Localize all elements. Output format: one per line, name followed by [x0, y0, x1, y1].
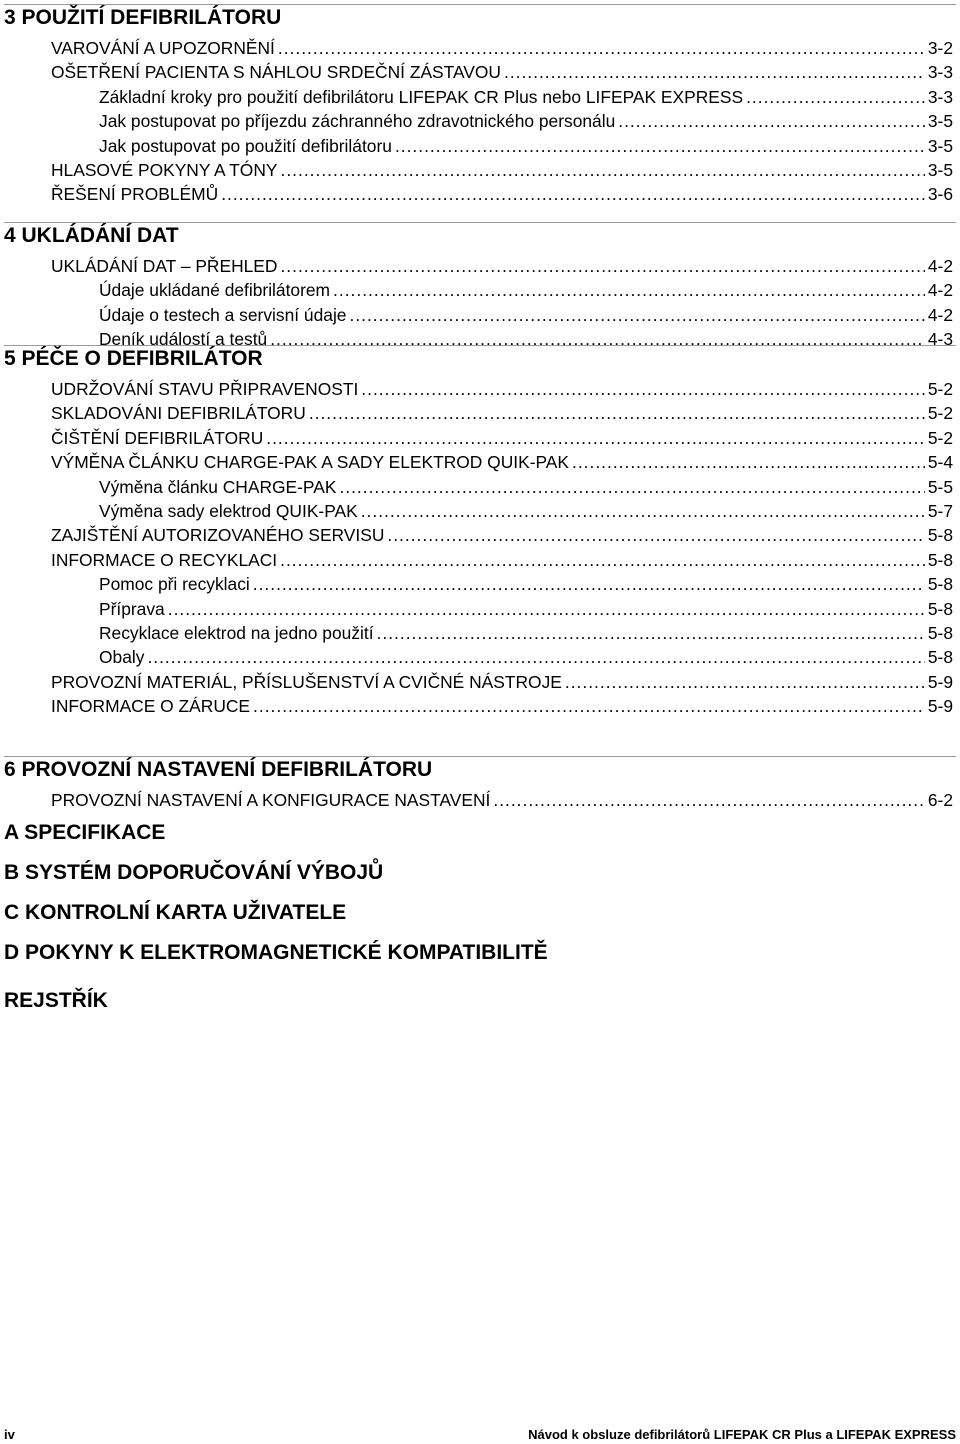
toc-entry[interactable] [4, 450, 956, 474]
dot-leader [618, 109, 925, 133]
chapter-title[interactable]: A SPECIFIKACE [4, 821, 166, 844]
toc-entry-title: OŠETŘENÍ PACIENTA S NÁHLOU SRDEČNÍ ZÁSTAVOU [51, 62, 501, 83]
toc-entry-title: Obaly [99, 647, 145, 668]
toc-entry-title: Základní kroky pro použití defibrilátoru LIFEPAK CR Plus nebo LIFEPAK EXPRESS [99, 86, 744, 107]
toc-entry-title: INFORMACE O ZÁRUCE [51, 696, 251, 717]
toc-entry[interactable] [4, 621, 956, 645]
dot-leader [278, 36, 925, 60]
toc-entry-title: VÝMĚNA ČLÁNKU CHARGE-PAK A SADY ELEKTROD QUIK-PAK [51, 452, 569, 473]
toc-entry[interactable] [4, 254, 956, 278]
toc-entry-title: PROVOZNÍ NASTAVENÍ A KONFIGURACE NASTAVENÍ [51, 790, 491, 810]
toc-entry-page: 3-6 [927, 184, 953, 205]
dot-leader [349, 303, 924, 327]
dot-leader [746, 85, 925, 109]
dot-leader [565, 670, 925, 694]
toc-entry-title: ČIŠTĚNÍ DEFIBRILÁTORU [51, 427, 264, 448]
dot-leader [339, 475, 924, 499]
chapter-title[interactable]: 3 POUŽITÍ DEFIBRILÁTORU [4, 6, 282, 29]
toc-chapter [4, 4, 956, 207]
toc-entry[interactable] [4, 548, 956, 572]
toc-entry[interactable] [4, 645, 956, 669]
dot-leader [333, 278, 925, 302]
chapter-title[interactable]: 4 UKLÁDÁNÍ DAT [4, 224, 179, 247]
dot-leader [572, 450, 925, 474]
toc-entry-page: 5-9 [927, 671, 953, 692]
toc-entry-page: 5-8 [927, 598, 953, 619]
dot-leader [266, 426, 925, 450]
dot-leader [221, 182, 925, 206]
toc-entry-page: 5-8 [927, 574, 953, 595]
toc-entry-title: UDRŽOVÁNÍ STAVU PŘIPRAVENOSTI [51, 379, 359, 399]
chapter-title[interactable]: REJSTŘÍK [4, 989, 108, 1012]
toc-entry-page: 5-2 [927, 427, 953, 448]
dot-leader [280, 548, 925, 572]
dot-leader [253, 694, 925, 718]
toc-entry[interactable] [4, 303, 956, 327]
toc-entry-page: 5-4 [927, 452, 953, 473]
toc-entry-page: 5-9 [927, 696, 953, 717]
toc-entry-page: 5-8 [927, 647, 953, 668]
chapter-title[interactable]: 5 PÉČE O DEFIBRILÁTOR [4, 347, 263, 370]
toc-entry-title: Pomoc při recyklaci [99, 574, 250, 595]
toc-chapter [4, 345, 956, 718]
toc-entry[interactable] [4, 670, 956, 694]
toc-entry-title: UKLÁDÁNÍ DAT – PŘEHLED [51, 256, 278, 276]
footer-page-number: iv [4, 1427, 15, 1442]
toc-chapter [4, 820, 956, 846]
dot-leader [395, 134, 925, 158]
dot-leader [168, 597, 925, 621]
toc-entry-title: ZAJIŠTĚNÍ AUTORIZOVANÉHO SERVISU [51, 525, 385, 546]
toc-entry[interactable] [4, 60, 956, 84]
toc-entry-title: Deník událostí a testů [99, 329, 268, 350]
toc-entry[interactable] [4, 134, 956, 158]
toc-chapter [4, 756, 956, 812]
toc-entry-title: Údaje o testech a servisní údaje [99, 304, 347, 325]
toc-entry-page: 5-8 [927, 549, 953, 570]
toc-entry-page: 4-2 [927, 280, 953, 301]
toc-entry[interactable] [4, 694, 956, 718]
page-footer [4, 1427, 956, 1443]
toc-entry[interactable] [4, 109, 956, 133]
footer-document-title: Návod k obsluze defibrilátorů LIFEPAK CR Plus a LIFEPAK EXPRESS [528, 1427, 956, 1442]
toc-entry-list [4, 788, 956, 812]
toc-entry-list [4, 254, 956, 352]
dot-leader [309, 401, 925, 425]
dot-leader [253, 572, 925, 596]
toc-entry-title: Výměna článku CHARGE-PAK [99, 476, 337, 497]
toc-entry-page: 3-5 [927, 111, 953, 132]
toc-chapter [4, 860, 956, 886]
toc-entry[interactable] [4, 426, 956, 450]
toc-entry-page: 5-2 [927, 379, 953, 399]
toc-entry-page: 4-2 [927, 304, 953, 325]
toc-entry-page: 4-3 [927, 329, 953, 350]
toc-chapter [4, 900, 956, 926]
toc-entry-page: 3-3 [927, 62, 953, 83]
toc-entry[interactable] [4, 475, 956, 499]
chapter-title[interactable]: C KONTROLNÍ KARTA UŽIVATELE [4, 901, 347, 924]
toc-entry[interactable] [4, 278, 956, 302]
toc-entry-title: HLASOVÉ POKYNY A TÓNY [51, 159, 278, 180]
toc-entry-page: 3-2 [927, 38, 953, 58]
toc-entry-title: Příprava [99, 598, 165, 619]
chapter-title[interactable]: 6 PROVOZNÍ NASTAVENÍ DEFIBRILÁTORU [4, 758, 433, 781]
toc-entry-page: 5-5 [927, 476, 953, 497]
dot-leader [504, 60, 925, 84]
toc-entry-page: 5-8 [927, 525, 953, 546]
chapter-title[interactable]: B SYSTÉM DOPORUČOVÁNÍ VÝBOJŮ [4, 861, 384, 884]
toc-entry-title: ŘEŠENÍ PROBLÉMŮ [51, 184, 219, 205]
toc-entry[interactable] [4, 788, 956, 812]
toc-chapter [4, 988, 956, 1014]
dot-leader [281, 158, 925, 182]
toc-entry-title: Jak postupovat po příjezdu záchranného zdravotnického personálu [99, 111, 616, 132]
dot-leader [361, 377, 925, 401]
toc-entry[interactable] [4, 499, 956, 523]
toc-entry-page: 5-2 [927, 403, 953, 424]
toc-entry[interactable] [4, 377, 956, 401]
toc-entry-title: Recyklace elektrod na jedno použití [99, 622, 374, 643]
toc-entry[interactable] [4, 597, 956, 621]
toc-entry-list [4, 36, 956, 207]
dot-leader [280, 254, 924, 278]
toc-entry[interactable] [4, 85, 956, 109]
toc-entry[interactable] [4, 401, 956, 425]
dot-leader [377, 621, 925, 645]
toc-entry-page: 3-5 [927, 159, 953, 180]
toc-entry[interactable] [4, 158, 956, 182]
toc-entry[interactable] [4, 523, 956, 547]
toc-entry-title: VAROVÁNÍ A UPOZORNĚNÍ [51, 38, 275, 58]
dot-leader [387, 523, 924, 547]
toc-entry-page: 3-5 [927, 135, 953, 156]
dot-leader [361, 499, 925, 523]
toc-entry[interactable] [4, 572, 956, 596]
dot-leader [147, 645, 924, 669]
toc-entry[interactable] [4, 182, 956, 206]
toc-entry-page: 4-2 [927, 256, 953, 276]
toc-chapter [4, 940, 956, 966]
toc-entry-page: 6-2 [927, 790, 953, 810]
toc-entry[interactable] [4, 36, 956, 60]
toc-entry-page: 5-7 [927, 500, 953, 521]
toc-entry-page: 3-3 [927, 86, 953, 107]
toc-entry-title: SKLADOVÁNI DEFIBRILÁTORU [51, 403, 306, 424]
toc-entry-title: Jak postupovat po použití defibrilátoru [99, 135, 392, 156]
toc-entry-title: Údaje ukládané defibrilátorem [99, 280, 331, 301]
toc-entry-title: Výměna sady elektrod QUIK-PAK [99, 500, 358, 521]
toc-entry-list [4, 377, 956, 718]
dot-leader [493, 788, 925, 812]
toc-entry-page: 5-8 [927, 622, 953, 643]
chapter-title[interactable]: D POKYNY K ELEKTROMAGNETICKÉ KOMPATIBILITĚ [4, 941, 548, 964]
toc-entry-title: PROVOZNÍ MATERIÁL, PŘÍSLUŠENSTVÍ A CVIČNÉ NÁSTROJE [51, 671, 562, 692]
toc-chapter [4, 222, 956, 352]
toc-entry-title: INFORMACE O RECYKLACI [51, 549, 278, 570]
